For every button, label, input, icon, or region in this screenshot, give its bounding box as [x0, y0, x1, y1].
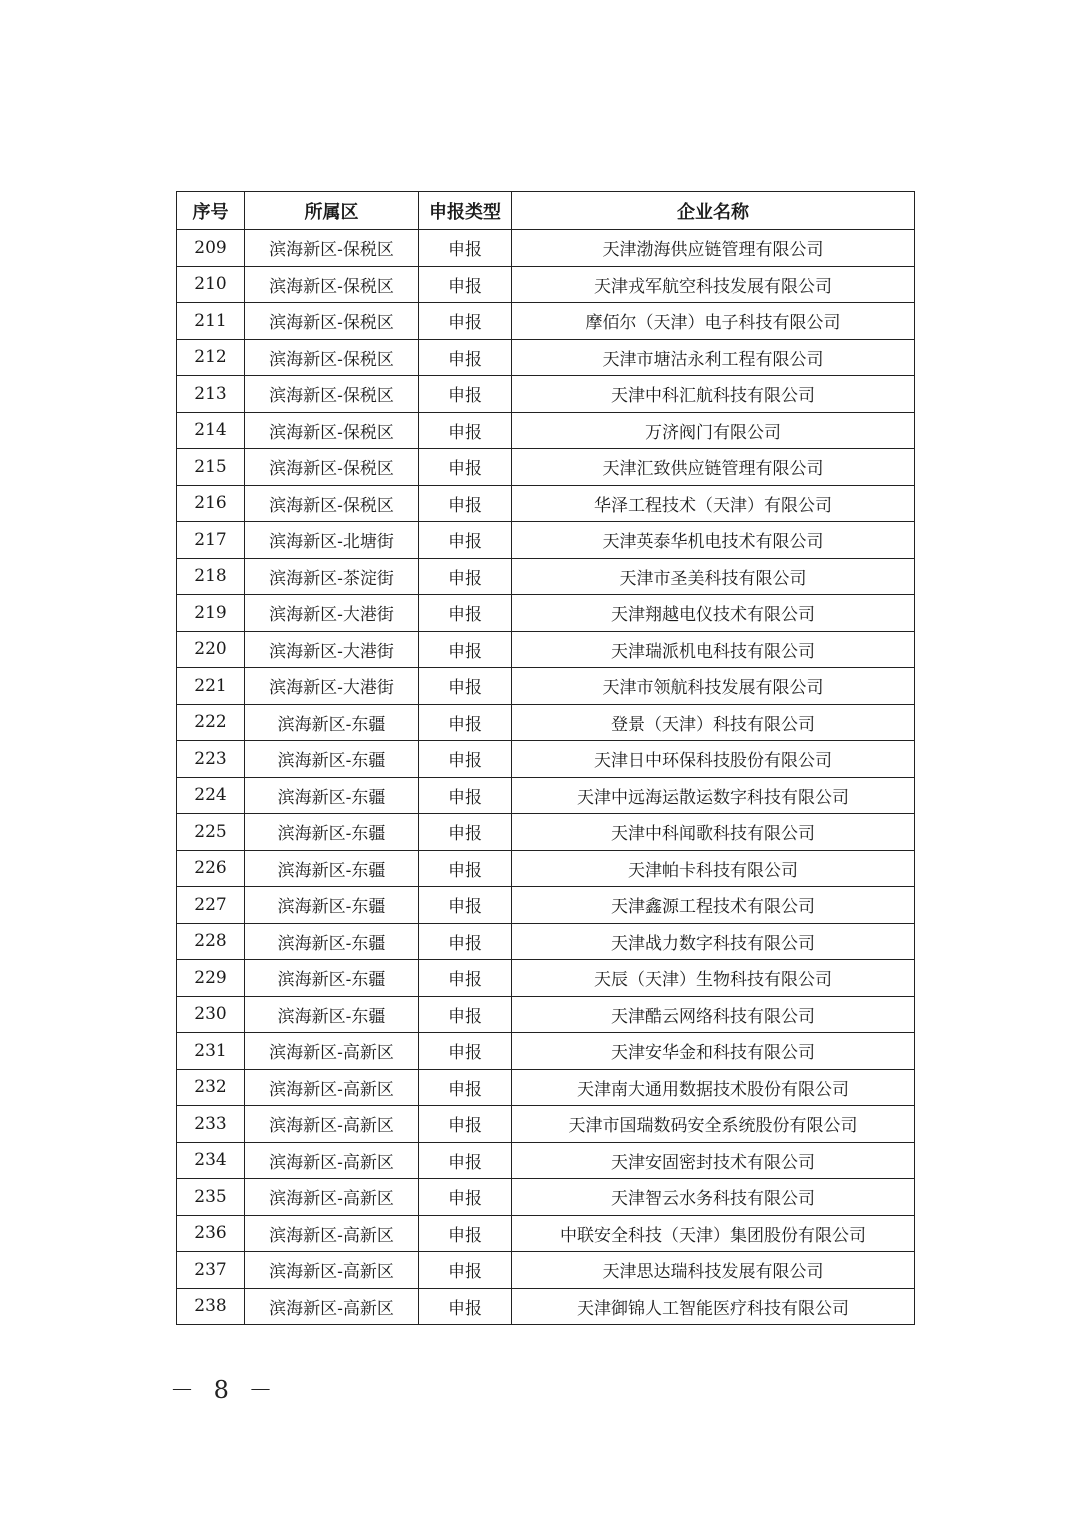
table-row [177, 1033, 915, 1070]
district-cell: 滨海新区-保税区 [245, 230, 419, 267]
application-type-cell: 申报 [419, 1288, 512, 1325]
district-cell: 滨海新区-高新区 [245, 1033, 419, 1070]
table-row [177, 1106, 915, 1143]
district-cell: 滨海新区-北塘街 [245, 522, 419, 559]
application-type-cell: 申报 [419, 485, 512, 522]
serial-number-cell: 230 [177, 996, 245, 1033]
district-cell: 滨海新区-高新区 [245, 1069, 419, 1106]
serial-number-cell: 219 [177, 595, 245, 632]
serial-number-cell: 218 [177, 558, 245, 595]
application-type-cell: 申报 [419, 814, 512, 851]
company-name-cell: 天津鑫源工程技术有限公司 [512, 887, 915, 924]
application-type-cell: 申报 [419, 741, 512, 778]
serial-number-cell: 238 [177, 1288, 245, 1325]
company-name-cell: 天津中远海运散运数字科技有限公司 [512, 777, 915, 814]
table-row [177, 960, 915, 997]
table-row [177, 923, 915, 960]
table-row [177, 522, 915, 559]
table-row [177, 850, 915, 887]
serial-number-cell: 231 [177, 1033, 245, 1070]
serial-number-cell: 237 [177, 1252, 245, 1289]
serial-number-cell: 213 [177, 376, 245, 413]
table-row [177, 595, 915, 632]
company-name-cell: 天津戎军航空科技发展有限公司 [512, 266, 915, 303]
application-type-cell: 申报 [419, 1142, 512, 1179]
table-row [177, 1179, 915, 1216]
district-cell: 滨海新区-高新区 [245, 1106, 419, 1143]
application-type-cell: 申报 [419, 1215, 512, 1252]
company-name-cell: 天津瑞派机电科技有限公司 [512, 631, 915, 668]
table-row [177, 449, 915, 486]
page-number: － 8 － [170, 1376, 279, 1404]
company-name-cell: 中联安全科技（天津）集团股份有限公司 [512, 1215, 915, 1252]
company-name-cell: 天津智云水务科技有限公司 [512, 1179, 915, 1216]
district-cell: 滨海新区-高新区 [245, 1215, 419, 1252]
serial-number-cell: 220 [177, 631, 245, 668]
company-name-cell: 天津市塘沽永利工程有限公司 [512, 339, 915, 376]
district-cell: 滨海新区-保税区 [245, 339, 419, 376]
serial-number-cell: 211 [177, 303, 245, 340]
district-cell: 滨海新区-茶淀街 [245, 558, 419, 595]
table-row [177, 558, 915, 595]
application-type-cell: 申报 [419, 595, 512, 632]
application-type-cell: 申报 [419, 1252, 512, 1289]
serial-number-cell: 226 [177, 850, 245, 887]
serial-number-cell: 229 [177, 960, 245, 997]
district-cell: 滨海新区-东疆 [245, 923, 419, 960]
district-cell: 滨海新区-大港街 [245, 631, 419, 668]
district-cell: 滨海新区-东疆 [245, 741, 419, 778]
district-cell: 滨海新区-东疆 [245, 960, 419, 997]
serial-number-cell: 233 [177, 1106, 245, 1143]
serial-number-cell: 214 [177, 412, 245, 449]
company-name-cell: 天辰（天津）生物科技有限公司 [512, 960, 915, 997]
serial-number-cell: 235 [177, 1179, 245, 1216]
table-header [177, 192, 915, 230]
table-row [177, 1069, 915, 1106]
table-row [177, 741, 915, 778]
district-cell: 滨海新区-东疆 [245, 996, 419, 1033]
serial-number-cell: 209 [177, 230, 245, 267]
serial-number-cell: 228 [177, 923, 245, 960]
serial-number-cell: 215 [177, 449, 245, 486]
company-name-cell: 天津安固密封技术有限公司 [512, 1142, 915, 1179]
enterprise-table [176, 191, 915, 1325]
district-cell: 滨海新区-高新区 [245, 1142, 419, 1179]
serial-number-cell: 236 [177, 1215, 245, 1252]
table-row [177, 704, 915, 741]
table-row [177, 266, 915, 303]
district-cell: 滨海新区-大港街 [245, 668, 419, 705]
application-type-cell: 申报 [419, 266, 512, 303]
application-type-cell: 申报 [419, 887, 512, 924]
company-name-cell: 天津御锦人工智能医疗科技有限公司 [512, 1288, 915, 1325]
company-name-cell: 天津日中环保科技股份有限公司 [512, 741, 915, 778]
table-row [177, 814, 915, 851]
table-row [177, 1215, 915, 1252]
company-name-cell: 天津思达瑞科技发展有限公司 [512, 1252, 915, 1289]
serial-number-cell: 221 [177, 668, 245, 705]
company-name-cell: 万济阀门有限公司 [512, 412, 915, 449]
company-name-cell: 摩佰尔（天津）电子科技有限公司 [512, 303, 915, 340]
application-type-cell: 申报 [419, 1106, 512, 1143]
application-type-cell: 申报 [419, 1069, 512, 1106]
application-type-cell: 申报 [419, 668, 512, 705]
application-type-cell: 申报 [419, 1033, 512, 1070]
header-row [177, 192, 915, 230]
application-type-cell: 申报 [419, 558, 512, 595]
company-name-cell: 天津南大通用数据技术股份有限公司 [512, 1069, 915, 1106]
table-row [177, 887, 915, 924]
header-company-name: 企业名称 [512, 192, 915, 230]
serial-number-cell: 222 [177, 704, 245, 741]
serial-number-cell: 216 [177, 485, 245, 522]
company-name-cell: 天津安华金和科技有限公司 [512, 1033, 915, 1070]
company-name-cell: 天津市国瑞数码安全系统股份有限公司 [512, 1106, 915, 1143]
application-type-cell: 申报 [419, 850, 512, 887]
application-type-cell: 申报 [419, 996, 512, 1033]
company-name-cell: 天津酷云网络科技有限公司 [512, 996, 915, 1033]
table-row [177, 339, 915, 376]
table-row [177, 485, 915, 522]
table-row [177, 1142, 915, 1179]
application-type-cell: 申报 [419, 376, 512, 413]
application-type-cell: 申报 [419, 339, 512, 376]
table-row [177, 996, 915, 1033]
serial-number-cell: 234 [177, 1142, 245, 1179]
district-cell: 滨海新区-高新区 [245, 1252, 419, 1289]
application-type-cell: 申报 [419, 303, 512, 340]
application-type-cell: 申报 [419, 923, 512, 960]
company-name-cell: 天津中科汇航科技有限公司 [512, 376, 915, 413]
application-type-cell: 申报 [419, 704, 512, 741]
district-cell: 滨海新区-保税区 [245, 449, 419, 486]
district-cell: 滨海新区-保税区 [245, 485, 419, 522]
company-name-cell: 天津市圣美科技有限公司 [512, 558, 915, 595]
company-name-cell: 天津中科闻歌科技有限公司 [512, 814, 915, 851]
company-name-cell: 天津渤海供应链管理有限公司 [512, 230, 915, 267]
table-row [177, 631, 915, 668]
district-cell: 滨海新区-东疆 [245, 887, 419, 924]
application-type-cell: 申报 [419, 1179, 512, 1216]
table-row [177, 303, 915, 340]
district-cell: 滨海新区-高新区 [245, 1288, 419, 1325]
serial-number-cell: 210 [177, 266, 245, 303]
district-cell: 滨海新区-东疆 [245, 777, 419, 814]
serial-number-cell: 224 [177, 777, 245, 814]
district-cell: 滨海新区-保税区 [245, 376, 419, 413]
table-row [177, 412, 915, 449]
district-cell: 滨海新区-保税区 [245, 412, 419, 449]
application-type-cell: 申报 [419, 522, 512, 559]
company-name-cell: 天津英泰华机电技术有限公司 [512, 522, 915, 559]
header-district: 所属区 [245, 192, 419, 230]
serial-number-cell: 212 [177, 339, 245, 376]
company-name-cell: 华泽工程技术（天津）有限公司 [512, 485, 915, 522]
company-name-cell: 天津市领航科技发展有限公司 [512, 668, 915, 705]
serial-number-cell: 217 [177, 522, 245, 559]
serial-number-cell: 227 [177, 887, 245, 924]
table-row [177, 230, 915, 267]
application-type-cell: 申报 [419, 960, 512, 997]
district-cell: 滨海新区-东疆 [245, 850, 419, 887]
district-cell: 滨海新区-大港街 [245, 595, 419, 632]
company-name-cell: 天津帕卡科技有限公司 [512, 850, 915, 887]
table-row [177, 668, 915, 705]
header-serial-number: 序号 [177, 192, 245, 230]
district-cell: 滨海新区-东疆 [245, 704, 419, 741]
company-name-cell: 天津战力数字科技有限公司 [512, 923, 915, 960]
application-type-cell: 申报 [419, 449, 512, 486]
application-type-cell: 申报 [419, 412, 512, 449]
application-type-cell: 申报 [419, 230, 512, 267]
table-row [177, 376, 915, 413]
district-cell: 滨海新区-保税区 [245, 303, 419, 340]
header-application-type: 申报类型 [419, 192, 512, 230]
district-cell: 滨海新区-保税区 [245, 266, 419, 303]
serial-number-cell: 232 [177, 1069, 245, 1106]
serial-number-cell: 225 [177, 814, 245, 851]
company-name-cell: 天津翔越电仪技术有限公司 [512, 595, 915, 632]
table-row [177, 1252, 915, 1289]
serial-number-cell: 223 [177, 741, 245, 778]
company-name-cell: 天津汇致供应链管理有限公司 [512, 449, 915, 486]
district-cell: 滨海新区-东疆 [245, 814, 419, 851]
company-name-cell: 登景（天津）科技有限公司 [512, 704, 915, 741]
application-type-cell: 申报 [419, 631, 512, 668]
district-cell: 滨海新区-高新区 [245, 1179, 419, 1216]
table-row [177, 1288, 915, 1325]
table-row [177, 777, 915, 814]
application-type-cell: 申报 [419, 777, 512, 814]
table-body [177, 230, 915, 1325]
